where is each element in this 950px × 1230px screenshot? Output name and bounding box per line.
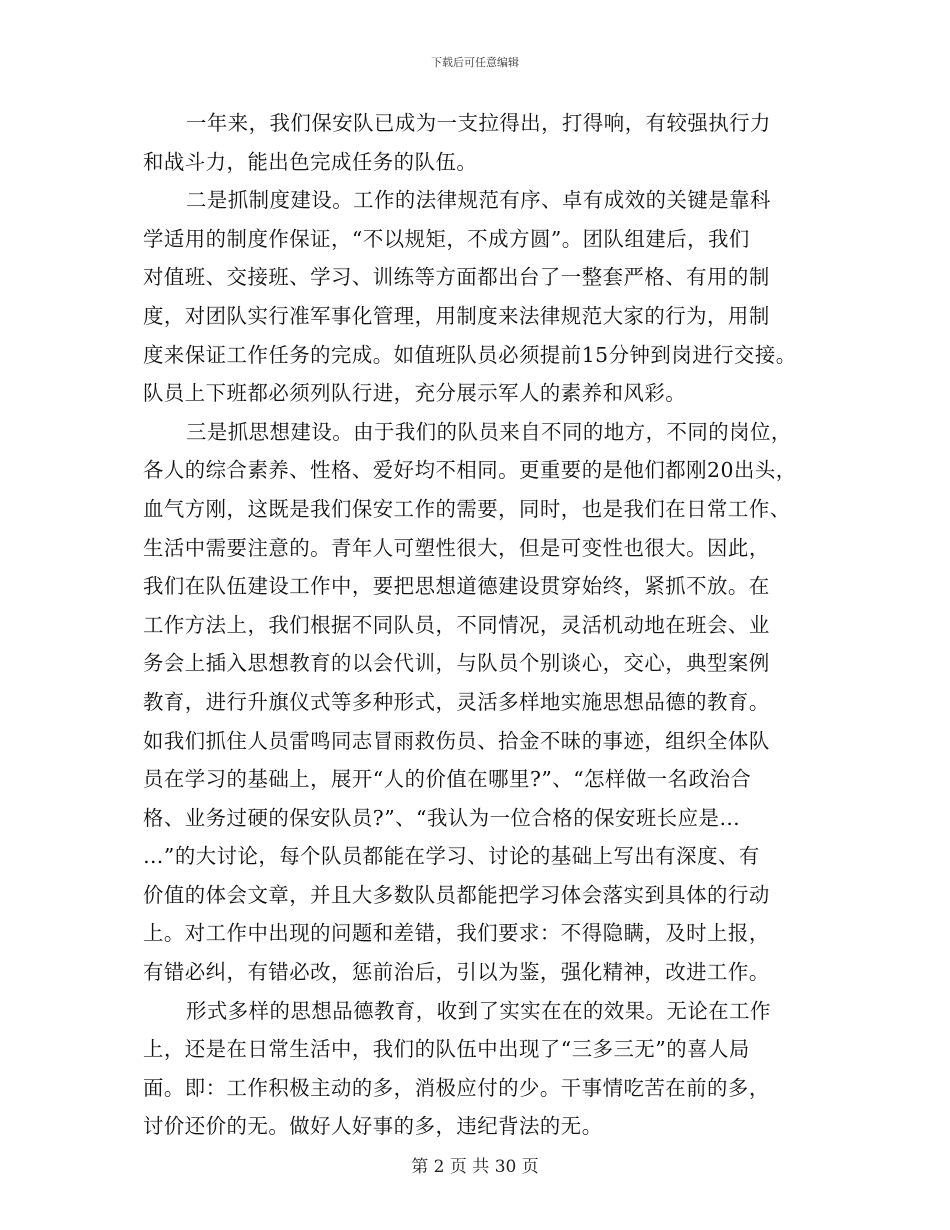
text-line: 三是抓思想建设。由于我们的队员来自不同的地方，不同的岗位，	[186, 419, 792, 444]
text-line: 形式多样的思想品德教育，收到了实实在在的效果。无论在工作	[186, 998, 771, 1023]
text-line: 生活中需要注意的。青年人可塑性很大，但是可变性也很大。因此，	[143, 535, 770, 560]
document-body	[143, 104, 807, 1146]
text-line: 对值班、交接班、学习、训练等方面都出台了一整套严格、有用的制	[143, 265, 770, 290]
text-line: 员在学习的基础上，展开“人的价值在哪里?”、“怎样做一名政治合	[143, 767, 752, 792]
text-line: 教育，进行升旗仪式等多种形式，灵活多样地实施思想品德的教育。	[143, 689, 770, 714]
text-line: 上。对工作中出现的问题和差错，我们要求：不得隐瞒，及时上报，	[143, 921, 770, 946]
text-line: …”的大讨论，每个队员都能在学习、讨论的基础上写出有深度、有	[143, 844, 760, 869]
page-number: 第 2 页 共 30 页	[411, 1157, 539, 1177]
text-line: 和战斗力，能出色完成任务的队伍。	[143, 149, 478, 174]
text-line: 我们在队伍建设工作中，要把思想道德建设贯穿始终，紧抓不放。在	[143, 574, 770, 599]
text-line: 务会上插入思想教育的以会代训，与队员个别谈心，交心，典型案例	[143, 651, 770, 676]
text-line: 血气方刚，这既是我们保安工作的需要，同时，也是我们在日常工作、	[143, 496, 791, 521]
text-line: 一年来，我们保安队已成为一支拉得出，打得响，有较强执行力	[186, 111, 771, 135]
text-line: 学适用的制度作保证，“不以规矩，不成方圆”。团队组建后，我们	[143, 226, 750, 251]
text-line: 如我们抓住人员雷鸣同志冒雨救伤员、拾金不昧的事迹，组织全体队	[143, 728, 770, 753]
text-line: 度来保证工作任务的完成。如值班队员必须提前15分钟到岗进行交接。	[143, 342, 797, 367]
text-line: 讨价还价的无。做好人好事的多，违纪背法的无。	[143, 1114, 603, 1139]
text-line: 有错必纠，有错必改，惩前治后，引以为鉴，强化精神，改进工作。	[143, 960, 770, 985]
text-line: 工作方法上，我们根据不同队员，不同情况，灵活机动地在班会、业	[143, 612, 770, 637]
text-line: 各人的综合素养、性格、爱好均不相同。更重要的是他们都刚20出头，	[143, 458, 797, 483]
text-line: 面。即：工作积极主动的多，消极应付的少。干事情吃苦在前的多，	[143, 1075, 770, 1100]
text-line: 价值的体会文章，并且大多数队员都能把学习体会落实到具体的行动	[143, 882, 770, 907]
page-header: 下载后可任意编辑	[431, 56, 519, 69]
text-line: 队员上下班都必须列队行进，充分展示军人的素养和风彩。	[143, 381, 687, 406]
text-line: 度，对团队实行准军事化管理，用制度来法律规范大家的行为，用制	[143, 303, 770, 328]
text-line: 上，还是在日常生活中，我们的队伍中出现了“三多三无”的喜人局	[143, 1037, 750, 1062]
text-line: 格、业务过硬的保安队员?”、“我认为一位合格的保安班长应是…	[143, 805, 741, 830]
text-line: 二是抓制度建设。工作的法律规范有序、卓有成效的关键是靠科	[186, 188, 771, 213]
